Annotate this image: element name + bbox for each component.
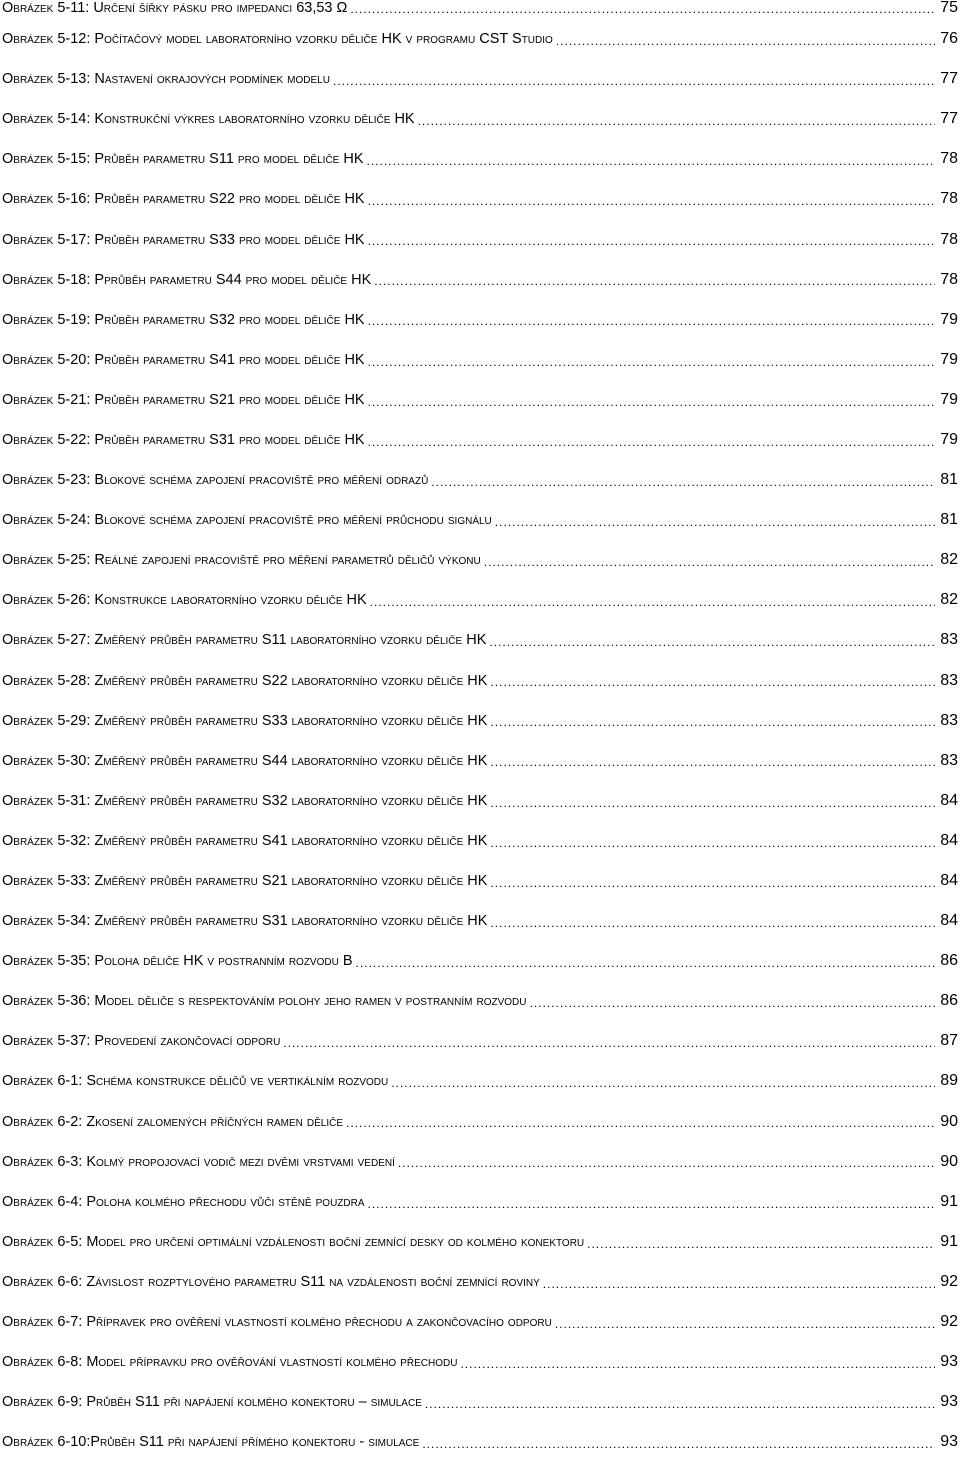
toc-entry-label: Obrázek 5-20: Průběh parametru S41 pro model děliče HK — [2, 351, 365, 368]
toc-entry-label: Obrázek 5-37: Provedení zakončovací odporu — [2, 1033, 281, 1050]
toc-entry-page: 86 — [940, 952, 958, 970]
toc-entry[interactable] — [0, 179, 960, 219]
dot-leader — [556, 35, 935, 50]
dot-leader — [490, 797, 935, 812]
toc-entry[interactable] — [0, 460, 960, 500]
toc-entry-page: 87 — [940, 1032, 958, 1050]
toc-entry[interactable] — [0, 821, 960, 861]
toc-entry[interactable] — [0, 1382, 960, 1422]
toc-entry-page: 93 — [940, 1353, 958, 1371]
dot-leader — [587, 1238, 935, 1253]
toc-entry-label: Obrázek 5-28: Změřený průběh parametru S22 laboratorního vzorku děliče HK — [2, 672, 488, 689]
toc-entry-label: Obrázek 5-33: Změřený průběh parametru S21 laboratorního vzorku děliče HK — [2, 873, 488, 890]
dot-leader — [391, 1077, 935, 1092]
toc-entry[interactable] — [0, 981, 960, 1021]
toc-entry[interactable] — [0, 139, 960, 179]
toc-entry[interactable] — [0, 540, 960, 580]
toc-entry-label: Obrázek 6-9: Průběh S11 při napájení kolmého konektoru – simulace — [2, 1394, 422, 1411]
toc-entry-label: Obrázek 6-7: Přípravek pro ověření vlastností kolmého přechodu a zakončovacího odporu — [2, 1314, 552, 1331]
toc-entry-label: Obrázek 5-16: Průběh parametru S22 pro model děliče HK — [2, 191, 365, 208]
toc-entry-label: Obrázek 6-2: Zkosení zalomených příčných ramen děliče — [2, 1113, 344, 1130]
toc-entry-label: Obrázek 6-10:Průběh S11 při napájení přímého konektoru - simulace — [2, 1434, 420, 1451]
toc-entry-label: Obrázek 5-35: Poloha děliče HK v postranním rozvodu B — [2, 953, 353, 970]
dot-leader — [543, 1278, 935, 1293]
toc-entry-label: Obrázek 6-5: Model pro určení optimální vzdálenosti boční zemnící desky od kolmého konektoru — [2, 1233, 585, 1250]
toc-entry-label: Obrázek 5-24: Blokové schéma zapojení pracoviště pro měření průchodu signálu — [2, 512, 492, 529]
dot-leader — [368, 1198, 935, 1213]
toc-entry-label: Obrázek 5-12: Počítačový model laboratorního vzorku děliče HK v programu CST Studio — [2, 31, 553, 48]
toc-entry-label: Obrázek 5-23: Blokové schéma zapojení pracoviště pro měření odrazů — [2, 472, 429, 489]
toc-entry-page: 92 — [940, 1313, 958, 1331]
toc-entry-page: 93 — [940, 1393, 958, 1411]
dot-leader — [367, 155, 935, 170]
toc-entry-page: 75 — [940, 0, 958, 16]
toc-entry-label: Obrázek 6-3: Kolmý propojovací vodič mezi dvěmi vrstvami vedení — [2, 1153, 395, 1170]
toc-entry[interactable] — [0, 580, 960, 620]
toc-entry[interactable] — [0, 741, 960, 781]
dot-leader — [425, 1398, 935, 1413]
toc-entry-label: Obrázek 5-30: Změřený průběh parametru S44 laboratorního vzorku děliče HK — [2, 752, 488, 769]
dot-leader — [460, 1358, 935, 1373]
dot-leader — [489, 636, 935, 651]
toc-entry[interactable] — [0, 1342, 960, 1382]
toc-entry-page: 78 — [940, 190, 958, 208]
dot-leader — [484, 556, 935, 571]
dot-leader — [283, 1037, 935, 1052]
dot-leader — [490, 756, 935, 771]
toc-entry-page: 90 — [940, 1112, 958, 1130]
toc-entry-page: 79 — [940, 430, 958, 448]
dot-leader — [368, 396, 935, 411]
toc-entry-page: 76 — [940, 30, 958, 48]
dot-leader — [490, 917, 935, 932]
toc-entry[interactable] — [0, 99, 960, 139]
toc-entry-label: Obrázek 5-21: Průběh parametru S21 pro model děliče HK — [2, 391, 365, 408]
toc-entry-label: Obrázek 5-15: Průběh parametru S11 pro model děliče HK — [2, 151, 364, 168]
dot-leader — [490, 837, 935, 852]
toc-entry[interactable] — [0, 941, 960, 981]
dot-leader — [555, 1318, 935, 1333]
toc-entry-page: 89 — [940, 1072, 958, 1090]
dot-leader — [530, 997, 935, 1012]
toc-entry-page: 83 — [940, 711, 958, 729]
dot-leader — [490, 716, 935, 731]
dot-leader — [368, 315, 935, 330]
toc-entry-label: Obrázek 5-26: Konstrukce laboratorního vzorku děliče HK — [2, 592, 367, 609]
dot-leader — [370, 596, 935, 611]
toc-entry-page: 92 — [940, 1272, 958, 1290]
toc-entry-page: 79 — [940, 310, 958, 328]
toc-entry-label: Obrázek 5-17: Průběh parametru S33 pro model děliče HK — [2, 231, 365, 248]
dot-leader — [333, 75, 935, 90]
toc-entry-label: Obrázek 6-8: Model přípravku pro ověřování vlastností kolmého přechodu — [2, 1354, 458, 1371]
toc-entry-page: 84 — [940, 831, 958, 849]
toc-entry-page: 83 — [940, 751, 958, 769]
dot-leader — [490, 877, 935, 892]
toc-entry-page: 82 — [940, 591, 958, 609]
toc-entry[interactable] — [0, 1102, 960, 1142]
toc-entry[interactable] — [0, 1222, 960, 1262]
toc-entry-page: 84 — [940, 872, 958, 890]
toc-entry[interactable] — [0, 661, 960, 701]
toc-entry[interactable] — [0, 781, 960, 821]
toc-entry-page: 78 — [940, 270, 958, 288]
toc-entry[interactable] — [0, 701, 960, 741]
toc-entry[interactable] — [0, 1182, 960, 1222]
toc-entry[interactable] — [0, 500, 960, 540]
toc-entry-label: Obrázek 5-34: Změřený průběh parametru S31 laboratorního vzorku děliče HK — [2, 913, 488, 930]
toc-entry[interactable] — [0, 901, 960, 941]
toc-entry-label: Obrázek 5-18: Pprůběh parametru S44 pro model děliče HK — [2, 271, 372, 288]
dot-leader — [350, 3, 935, 18]
dot-leader — [374, 275, 935, 290]
toc-entry[interactable] — [0, 1422, 960, 1462]
toc-entry[interactable] — [0, 1262, 960, 1302]
dot-leader — [368, 195, 935, 210]
toc-entry-label: Obrázek 5-14: Konstrukční výkres laboratorního vzorku děliče HK — [2, 111, 415, 128]
toc-entry-page: 84 — [940, 912, 958, 930]
toc-entry-page: 91 — [940, 1192, 958, 1210]
dot-leader — [368, 235, 935, 250]
toc-entry-label: Obrázek 5-27: Změřený průběh parametru S11 laboratorního vzorku děliče HK — [2, 632, 487, 649]
toc-entry-label: Obrázek 5-36: Model děliče s respektováním polohy jeho ramen v postranním rozvodu — [2, 993, 527, 1010]
toc-entry[interactable] — [0, 1302, 960, 1342]
toc-entry-label: Obrázek 5-13: Nastavení okrajových podmínek modelu — [2, 71, 330, 88]
toc-entry-page: 90 — [940, 1152, 958, 1170]
toc-entry-page: 79 — [940, 390, 958, 408]
toc-entry-page: 81 — [940, 471, 958, 489]
toc-entry-page: 78 — [940, 150, 958, 168]
toc-entry-label: Obrázek 6-1: Schéma konstrukce děličů ve vertikálním rozvodu — [2, 1073, 389, 1090]
toc-entry-page: 79 — [940, 350, 958, 368]
toc-entry-page: 91 — [940, 1232, 958, 1250]
toc-entry-label: Obrázek 5-11: Určení šířky pásku pro impedanci 63,53 Ω — [2, 0, 348, 16]
toc-entry[interactable] — [0, 1021, 960, 1061]
toc-entry-page: 77 — [940, 110, 958, 128]
toc-entry[interactable] — [0, 260, 960, 300]
dot-leader — [368, 356, 935, 371]
toc-entry-page: 77 — [940, 70, 958, 88]
toc-entry[interactable] — [0, 219, 960, 259]
toc-entry-label: Obrázek 5-25: Reálné zapojení pracoviště pro měření parametrů děličů výkonu — [2, 552, 481, 569]
toc-entry[interactable] — [0, 420, 960, 460]
toc-entry[interactable] — [0, 19, 960, 59]
toc-entry-label: Obrázek 6-4: Poloha kolmého přechodu vůči stěně pouzdra — [2, 1193, 365, 1210]
dot-leader — [422, 1438, 935, 1453]
toc-entry-page: 81 — [940, 511, 958, 529]
toc-entry[interactable] — [0, 1061, 960, 1101]
toc-entry[interactable] — [0, 59, 960, 99]
toc-entry-page: 93 — [940, 1433, 958, 1451]
toc-entry-label: Obrázek 5-29: Změřený průběh parametru S33 laboratorního vzorku děliče HK — [2, 712, 488, 729]
dot-leader — [346, 1117, 935, 1132]
dot-leader — [431, 476, 935, 491]
toc-entry[interactable] — [0, 1142, 960, 1182]
dot-leader — [368, 436, 935, 451]
toc-entry-label: Obrázek 5-31: Změřený průběh parametru S32 laboratorního vzorku děliče HK — [2, 792, 488, 809]
toc-entry[interactable] — [0, 620, 960, 660]
toc-entry[interactable] — [0, 0, 960, 19]
toc-entry-page: 83 — [940, 631, 958, 649]
dot-leader — [495, 516, 935, 531]
dot-leader — [398, 1157, 935, 1172]
toc-entry-label: Obrázek 5-32: Změřený průběh parametru S41 laboratorního vzorku děliče HK — [2, 832, 488, 849]
toc-entry[interactable] — [0, 340, 960, 380]
toc-entry-page: 78 — [940, 230, 958, 248]
dot-leader — [356, 957, 935, 972]
toc-entry[interactable] — [0, 380, 960, 420]
toc-entry-page: 86 — [940, 992, 958, 1010]
toc-entry-page: 82 — [940, 551, 958, 569]
toc-entry-label: Obrázek 5-19: Průběh parametru S32 pro model děliče HK — [2, 311, 365, 328]
toc-entry-page: 84 — [940, 791, 958, 809]
toc-entry-page: 83 — [940, 671, 958, 689]
toc-entry-label: Obrázek 5-22: Průběh parametru S31 pro model děliče HK — [2, 431, 365, 448]
toc-entry[interactable] — [0, 300, 960, 340]
dot-leader — [490, 676, 935, 691]
toc-entry-label: Obrázek 6-6: Závislost rozptylového parametru S11 na vzdálenosti boční zemnící roviny — [2, 1273, 540, 1290]
dot-leader — [418, 115, 935, 130]
toc-entry[interactable] — [0, 861, 960, 901]
